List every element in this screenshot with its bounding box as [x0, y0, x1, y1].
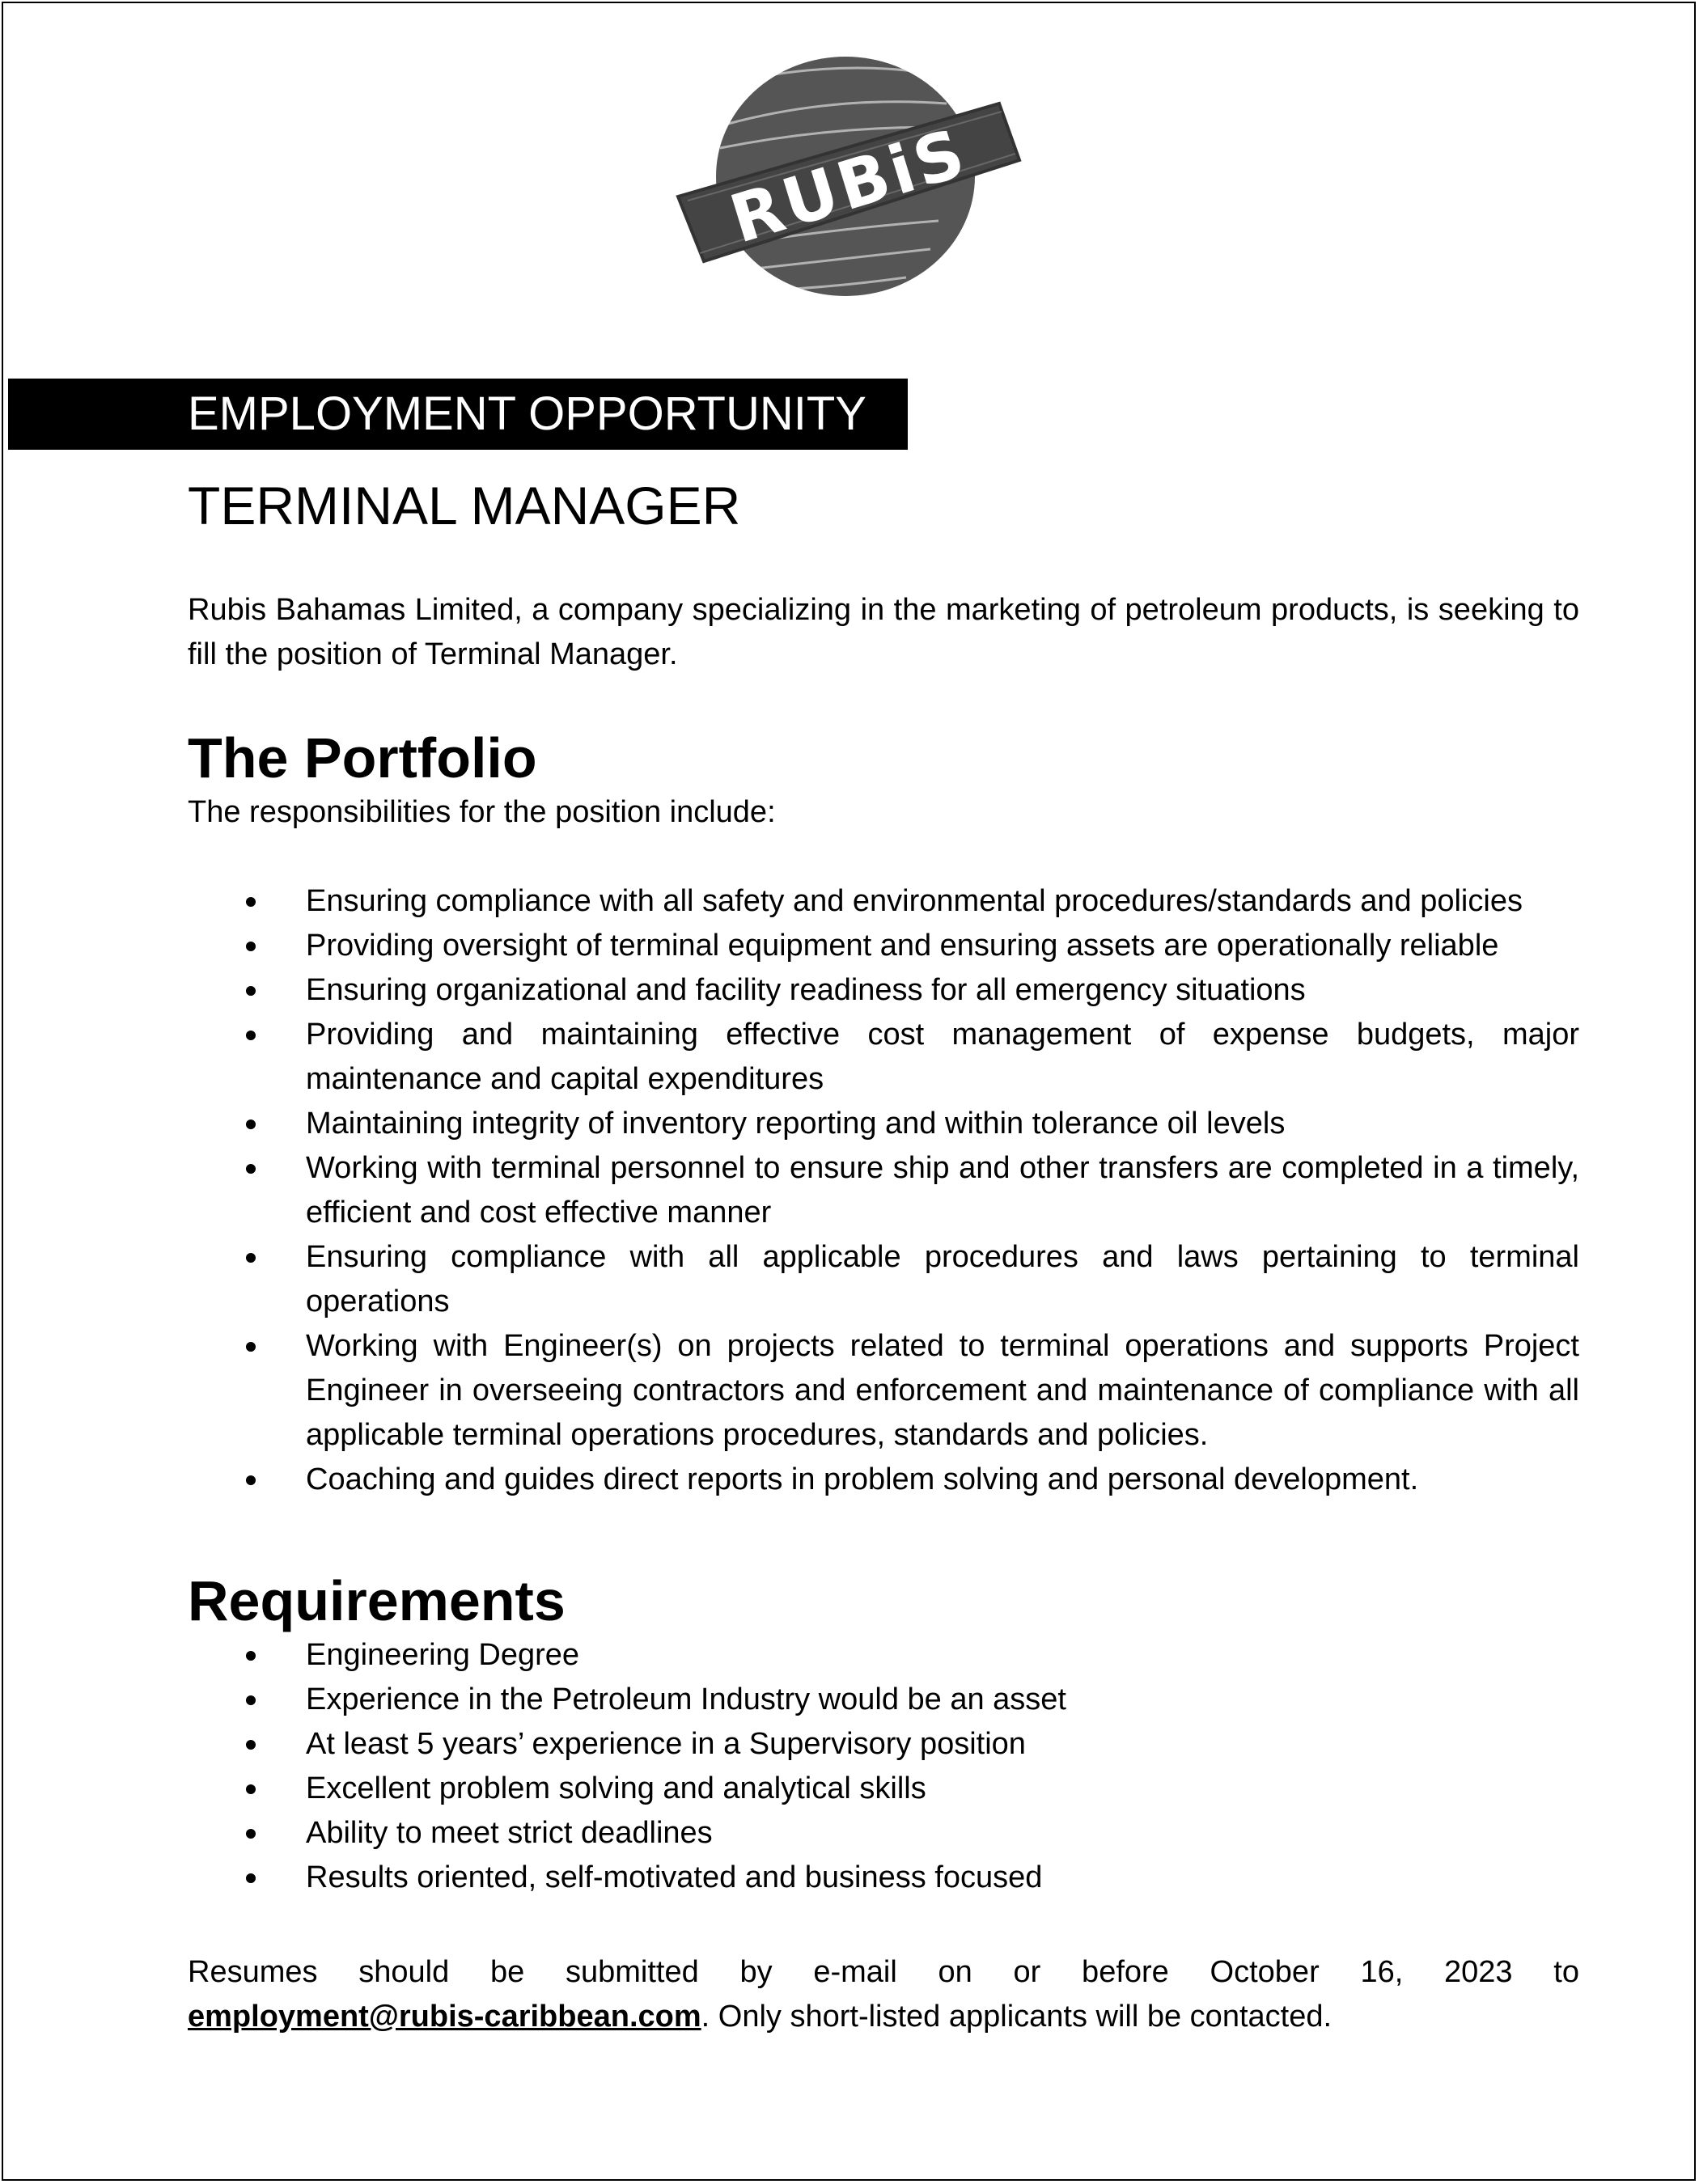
list-item: [188, 1678, 1579, 1722]
list-item: [188, 1856, 1579, 1900]
rubis-brush-globe-logo-icon: [672, 47, 1027, 314]
list-item: [188, 1235, 1579, 1324]
list-item-text: Experience in the Petroleum Industry would be an asset: [306, 1682, 1066, 1716]
portfolio-lead: The responsibilities for the position include:: [188, 795, 776, 829]
list-item-text: Working with terminal personnel to ensure ship and other transfers are completed in a timely, efficient and cost effective manner: [306, 1151, 1579, 1230]
list-item-text: Providing oversight of terminal equipment and ensuring assets are operationally reliable: [306, 929, 1499, 963]
list-item: [188, 1324, 1579, 1458]
list-item-text: Ensuring compliance with all safety and environmental procedures/standards and policies: [306, 884, 1523, 918]
list-item: [188, 1458, 1579, 1502]
bullet-icon: [246, 1784, 256, 1794]
job-intro: Rubis Bahamas Limited, a company specializing in the marketing of petroleum products, is seeking to fill the position of Terminal Manager.: [188, 593, 1579, 671]
portfolio-heading: The Portfolio: [188, 726, 537, 789]
bullet-icon: [246, 1695, 256, 1705]
logo-text: RUBiS: [722, 114, 977, 259]
list-item: [188, 1102, 1579, 1146]
list-item: [188, 968, 1579, 1013]
list-item-text: Coaching and guides direct reports in problem solving and personal development.: [306, 1462, 1419, 1496]
rubis-logo: [672, 47, 1027, 314]
list-item-text: Ability to meet strict deadlines: [306, 1816, 713, 1850]
main-content: [188, 473, 1579, 2039]
list-item-text: Maintaining integrity of inventory reporting and within tolerance oil levels: [306, 1107, 1286, 1141]
list-item-text: Working with Engineer(s) on projects related to terminal operations and supports Project Engineer in overseeing contractors and enforcement and maintenance of compliance with all applicable terminal operations procedures, standards and policies.: [306, 1329, 1579, 1452]
list-item-text: Results oriented, self-motivated and business focused: [306, 1860, 1043, 1894]
list-item: [188, 1633, 1579, 1678]
list-item-text: Ensuring organizational and facility readiness for all emergency situations: [306, 973, 1306, 1007]
bullet-icon: [246, 897, 256, 907]
bullet-icon: [246, 1031, 256, 1040]
bullet-icon: [246, 1164, 256, 1174]
bullet-icon: [246, 1740, 256, 1750]
bullet-icon: [246, 1651, 256, 1661]
list-item: [188, 879, 1579, 924]
requirements-list: [188, 1633, 1579, 1900]
requirements-heading: Requirements: [188, 1569, 566, 1632]
list-item: [188, 1146, 1579, 1235]
portfolio-list: [188, 879, 1579, 1502]
bullet-icon: [246, 1475, 256, 1485]
list-item-text: Ensuring compliance with all applicable procedures and laws pertaining to terminal operations: [306, 1240, 1579, 1318]
submission-contact: [188, 1995, 1579, 2039]
employment-banner: [8, 379, 908, 450]
list-item: [188, 1722, 1579, 1767]
list-item-text: At least 5 years’ experience in a Supervisory position: [306, 1727, 1026, 1761]
email-link[interactable]: employment@rubis-caribbean.com: [188, 2000, 701, 2034]
bullet-icon: [246, 1829, 256, 1839]
list-item-text: Excellent problem solving and analytical skills: [306, 1771, 926, 1805]
job-title: TERMINAL MANAGER: [188, 476, 741, 535]
banner-text: EMPLOYMENT OPPORTUNITY: [188, 387, 866, 440]
shortlist-note: . Only short-listed applicants will be contacted.: [701, 2000, 1333, 2034]
list-item: [188, 924, 1579, 968]
list-item: [188, 1013, 1579, 1102]
list-item: [188, 1811, 1579, 1856]
bullet-icon: [246, 1342, 256, 1352]
bullet-icon: [246, 986, 256, 996]
bullet-icon: [246, 1873, 256, 1883]
bullet-icon: [246, 1120, 256, 1129]
list-item-text: Engineering Degree: [306, 1638, 580, 1672]
list-item-text: Providing and maintaining effective cost management of expense budgets, major maintenance and capital expenditures: [306, 1018, 1579, 1096]
list-item: [188, 1767, 1579, 1811]
bullet-icon: [246, 942, 256, 951]
submission-instructions: Resumes should be submitted by e-mail on or before October 16, 2023 to: [188, 1955, 1579, 1989]
bullet-icon: [246, 1253, 256, 1263]
